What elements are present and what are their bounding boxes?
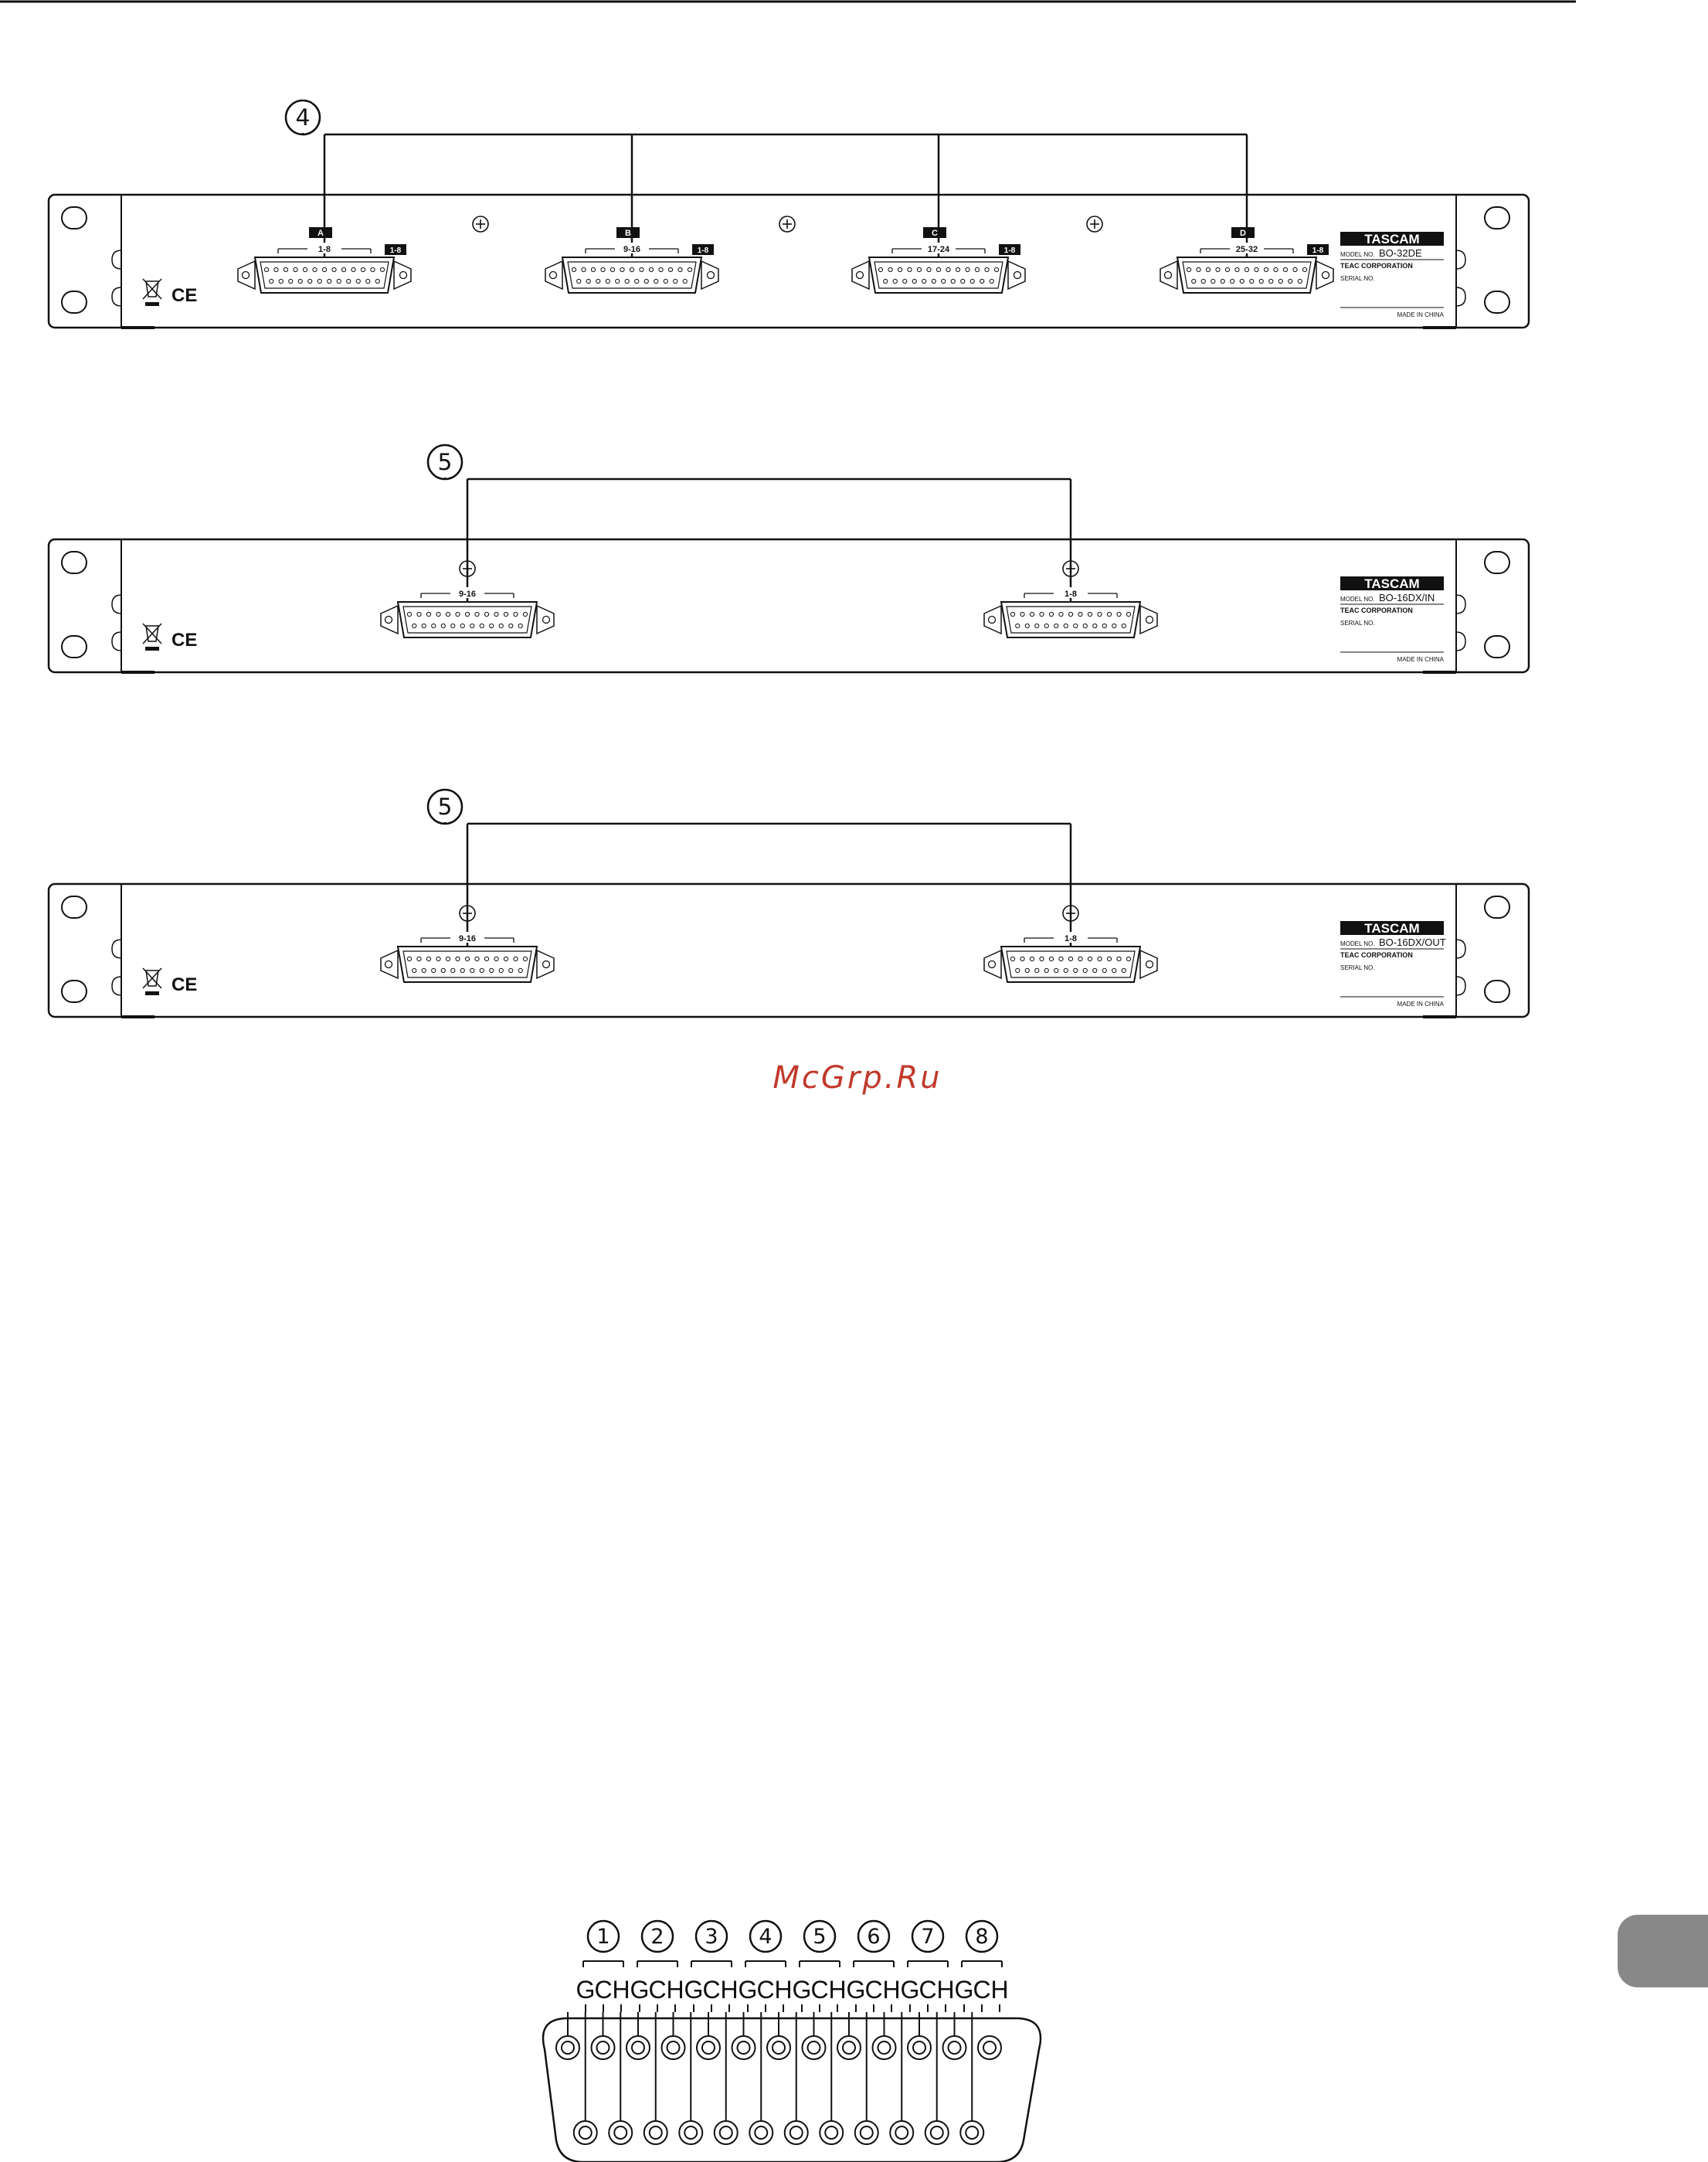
pinout-pin-outer: [837, 2036, 861, 2059]
rack-panel-bo-16dx-out: [49, 790, 1529, 1017]
dsub25-connector: [545, 257, 718, 293]
brand-name: TASCAM: [1364, 232, 1420, 246]
company-name: TEAC CORPORATION: [1340, 262, 1413, 270]
pinout-pin-outer: [662, 2036, 685, 2059]
connector-letter: C: [932, 229, 938, 238]
serial-label: SERIAL NO.: [1340, 964, 1375, 971]
dsub25-connector: [984, 602, 1157, 637]
pin-letter: G: [954, 1976, 974, 2004]
company-name: TEAC CORPORATION: [1340, 607, 1413, 614]
bin-bar: [145, 991, 159, 995]
connector-range-label: 1-8: [1065, 934, 1077, 943]
callout-number: 5: [437, 793, 453, 821]
pin-letter: C: [864, 1976, 883, 2004]
pinout-pin-outer: [890, 2121, 913, 2144]
group-badge-label: 1-8: [1003, 246, 1016, 255]
pinout-pin-outer: [574, 2121, 597, 2144]
callout-5: [428, 790, 462, 824]
pinout-pin-outer: [785, 2121, 808, 2144]
model-number: BO-32DE: [1379, 247, 1422, 259]
pin-letter: C: [648, 1976, 667, 2004]
connector-shell: [398, 947, 537, 982]
channel-number: [912, 1921, 943, 1952]
dsub25-connector: [238, 257, 411, 293]
callout-number: 1: [596, 1925, 610, 1949]
pin-letter: C: [594, 1976, 613, 2004]
origin-label: MADE IN CHINA: [1397, 1001, 1444, 1008]
ce-mark: CE: [171, 285, 198, 306]
callout-number: 4: [759, 1925, 773, 1949]
connector-shell: [1177, 257, 1316, 293]
model-prefix: MODEL NO.: [1340, 251, 1375, 258]
channel-number: [642, 1921, 673, 1952]
dsub25-connector: [852, 257, 1025, 293]
brand-name: TASCAM: [1364, 576, 1420, 591]
pin-letter: H: [720, 1976, 739, 2004]
channel-number: [858, 1921, 889, 1952]
channel-number: [804, 1921, 835, 1952]
pin-letter: G: [630, 1976, 650, 2004]
connector-letter: D: [1240, 229, 1246, 238]
connector-shell: [398, 602, 537, 637]
pin-letter: H: [828, 1976, 847, 2004]
connector-shell: [869, 257, 1008, 293]
channel-number: [750, 1921, 781, 1952]
pinout-pin-outer: [609, 2121, 632, 2144]
ce-mark: CE: [171, 630, 198, 651]
callout-4: [286, 100, 320, 134]
pin-letter: C: [756, 1976, 775, 2004]
connector-shell: [1001, 602, 1140, 637]
pin-letter: H: [774, 1976, 793, 2004]
connector-shell: [562, 257, 701, 293]
pin-letter: G: [846, 1976, 866, 2004]
pinout-pin-outer: [960, 2121, 983, 2144]
pin-letter: C: [702, 1976, 721, 2004]
group-badge-label: 1-8: [1312, 246, 1324, 255]
origin-label: MADE IN CHINA: [1397, 311, 1444, 318]
pin-letter: C: [810, 1976, 829, 2004]
pin-letter: C: [919, 1976, 937, 2004]
dsub25-connector: [381, 602, 554, 637]
pinout-pin-outer: [855, 2121, 878, 2144]
pin-letter: H: [666, 1976, 684, 2004]
callout-number: 6: [867, 1925, 881, 1949]
pinout-diagram: [543, 1921, 1041, 2162]
connector-shell: [255, 257, 394, 293]
bin-bar: [145, 647, 159, 651]
callout-number: 2: [650, 1925, 664, 1949]
pinout-pin-outer: [925, 2121, 949, 2144]
watermark: McGrp.Ru: [773, 1060, 942, 1096]
pin-letter: G: [900, 1976, 920, 2004]
channel-number: [588, 1921, 619, 1952]
callout-number: 5: [437, 448, 453, 476]
connector-range-label: 17-24: [927, 245, 950, 254]
pin-letter: G: [738, 1976, 758, 2004]
pinout-pin-outer: [732, 2036, 756, 2059]
pin-letter: H: [990, 1976, 1009, 2004]
page-tab: [1618, 1915, 1708, 1987]
panel-outline: [49, 539, 1529, 672]
pin-letter: G: [792, 1976, 812, 2004]
pinout-pin-outer: [803, 2036, 826, 2059]
model-number: BO-16DX/IN: [1379, 592, 1435, 603]
serial-label: SERIAL NO.: [1340, 620, 1375, 627]
pinout-pin-outer: [908, 2036, 931, 2059]
company-name: TEAC CORPORATION: [1340, 951, 1413, 959]
pin-letter: C: [973, 1976, 991, 2004]
pin-letter: G: [576, 1976, 596, 2004]
connector-range-label: 9-16: [623, 245, 641, 254]
pinout-pin-outer: [697, 2036, 720, 2059]
rack-panel-bo-16dx-in: [49, 445, 1529, 672]
pinout-pin-outer: [873, 2036, 896, 2059]
bin-bar: [145, 302, 159, 306]
callout-number: 7: [921, 1925, 935, 1949]
connector-letter: B: [625, 229, 631, 238]
connector-shell: [1001, 947, 1140, 982]
callout-5: [428, 445, 462, 479]
pin-letter: H: [936, 1976, 955, 2004]
pin-letter: G: [684, 1976, 704, 2004]
brand-name: TASCAM: [1364, 921, 1420, 936]
dsub25-connector: [381, 947, 554, 982]
ce-mark: CE: [171, 974, 198, 995]
origin-label: MADE IN CHINA: [1397, 656, 1444, 663]
pinout-pin-outer: [556, 2036, 579, 2059]
group-badge-label: 1-8: [697, 246, 709, 255]
connector-range-label: 9-16: [458, 590, 477, 599]
pinout-pin-outer: [592, 2036, 615, 2059]
callout-number: 4: [295, 104, 311, 131]
pin-letter: H: [882, 1976, 901, 2004]
connector-range-label: 1-8: [1065, 590, 1077, 599]
pinout-pin-outer: [767, 2036, 790, 2059]
callout-number: 3: [705, 1925, 718, 1949]
pinout-pin-outer: [820, 2121, 843, 2144]
connector-range-label: 25-32: [1235, 245, 1258, 254]
pinout-pin-outer: [943, 2036, 966, 2059]
dsub25-connector: [1160, 257, 1333, 293]
model-prefix: MODEL NO.: [1340, 596, 1375, 603]
callout-number: 5: [813, 1925, 827, 1949]
channel-number: [696, 1921, 727, 1952]
connector-letter: A: [317, 229, 324, 238]
dsub25-connector: [984, 947, 1157, 982]
callout-number: 8: [975, 1925, 989, 1949]
group-badge-label: 1-8: [389, 246, 402, 255]
connector-range-label: 9-16: [458, 934, 477, 943]
pin-letter: H: [612, 1976, 630, 2004]
rack-panel-bo-32de: [49, 100, 1529, 328]
model-prefix: MODEL NO.: [1340, 940, 1375, 947]
model-number: BO-16DX/OUT: [1379, 937, 1446, 948]
pinout-pin-outer: [679, 2121, 702, 2144]
pinout-pin-outer: [978, 2036, 1001, 2059]
pinout-pin-outer: [749, 2121, 773, 2144]
panel-outline: [49, 884, 1529, 1017]
serial-label: SERIAL NO.: [1340, 275, 1375, 282]
pinout-pin-outer: [626, 2036, 650, 2059]
channel-number: [966, 1921, 997, 1952]
pinout-pin-outer: [715, 2121, 738, 2144]
pinout-pin-outer: [644, 2121, 667, 2144]
connector-range-label: 1-8: [318, 245, 331, 254]
